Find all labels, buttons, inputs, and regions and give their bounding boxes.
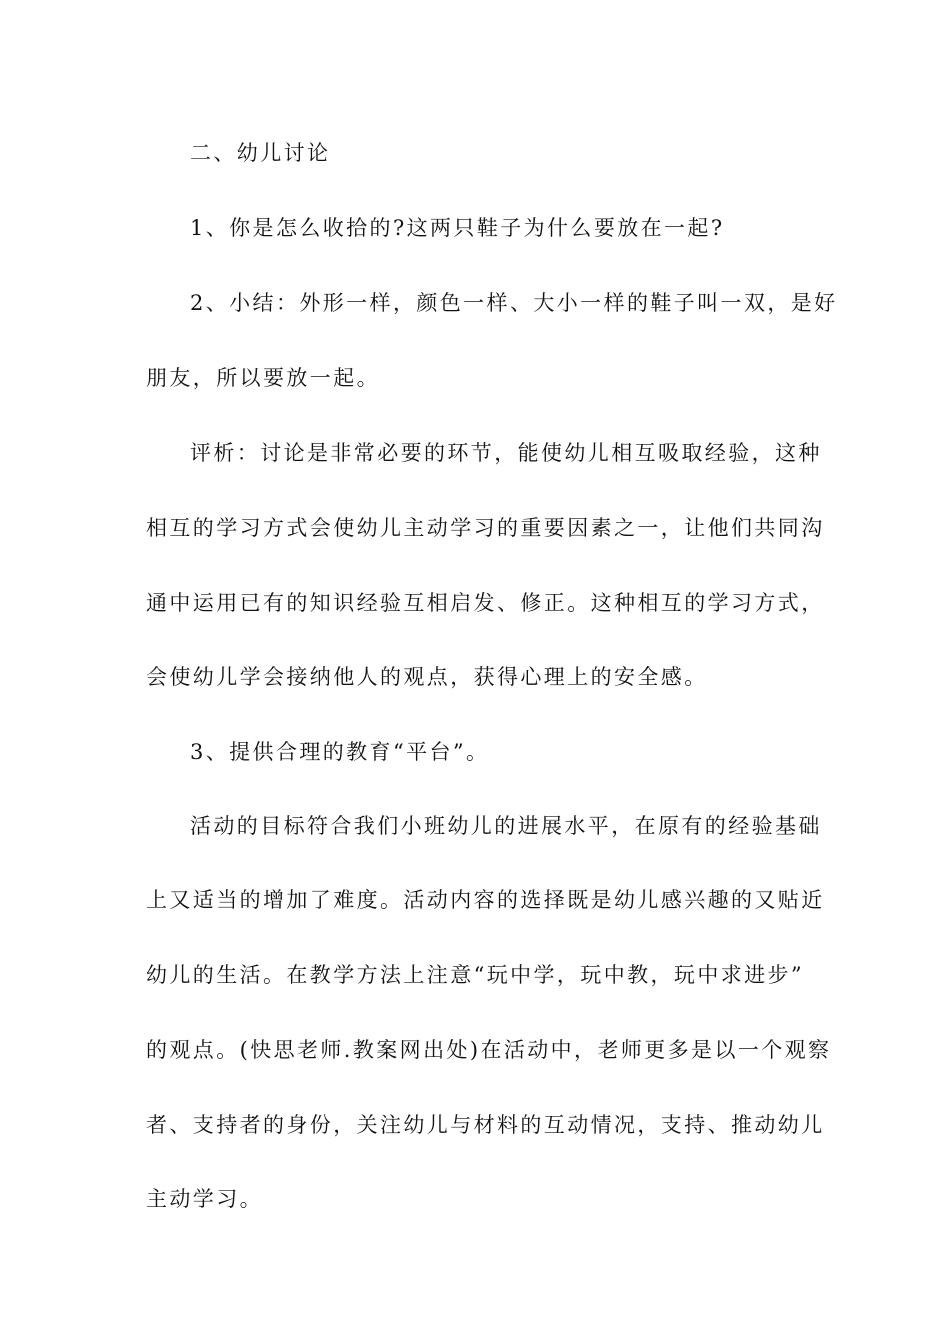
paragraph-line: 会使幼儿学会接纳他人的观点，获得心理上的安全感。 bbox=[146, 665, 708, 689]
paragraph-line: 者、支持者的身份，关注幼儿与材料的互动情况，支持、推动幼儿 bbox=[146, 1113, 825, 1137]
paragraph-line: 2、小结：外形一样，颜色一样、大小一样的鞋子叫一双，是好 bbox=[190, 291, 838, 315]
paragraph-line: 上又适当的增加了难度。活动内容的选择既是幼儿感兴趣的又贴近 bbox=[146, 888, 825, 912]
paragraph-line: 幼儿的生活。在教学方法上注意“玩中学，玩中教，玩中求进步” bbox=[146, 963, 805, 987]
paragraph-line: 1、你是怎么收拾的?这两只鞋子为什么要放在一起? bbox=[190, 216, 725, 240]
paragraph-line: 通中运用已有的知识经验互相启发、修正。这种相互的学习方式， bbox=[146, 591, 825, 615]
section-heading: 3、提供合理的教育“平台”。 bbox=[190, 740, 490, 764]
paragraph-line: 朋友，所以要放一起。 bbox=[146, 366, 380, 390]
section-heading: 二、幼儿讨论 bbox=[190, 141, 331, 165]
paragraph-line: 相互的学习方式会使幼儿主动学习的重要因素之一，让他们共同沟 bbox=[146, 516, 825, 540]
paragraph-line: 活动的目标符合我们小班幼儿的进展水平，在原有的经验基础 bbox=[190, 814, 822, 838]
paragraph-line: 评析：讨论是非常必要的环节，能使幼儿相互吸取经验，这种 bbox=[190, 441, 822, 465]
paragraph-line: 主动学习。 bbox=[146, 1187, 263, 1211]
paragraph-line: 的观点。(快思老师.教案网出处)在活动中，老师更多是以一个观察 bbox=[146, 1038, 832, 1062]
